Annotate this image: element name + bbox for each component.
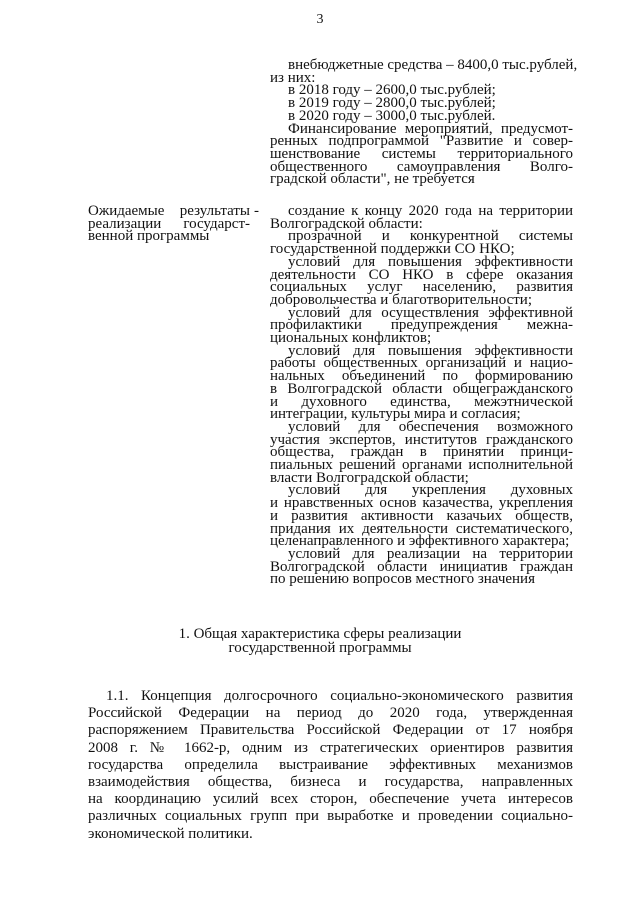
- expected-results-line: Волгоградской области инициатив граждан: [270, 558, 573, 575]
- expected-results-line: условий для повышения эффективности: [288, 253, 573, 270]
- expected-results-line: добровольчества и благотворительности;: [270, 291, 532, 308]
- section-body-line: различных социальных групп при выработке и проведении социально-: [88, 808, 573, 825]
- expected-results-line: нальных объединений по формированию: [270, 368, 573, 385]
- expected-results-line: целенаправленного и эффективного характера;: [270, 533, 570, 550]
- expected-results-line: в Волгоградской области общегражданского: [270, 380, 573, 397]
- expected-results-line: Волгоградской области:: [270, 215, 423, 232]
- expected-results-line: и нравственных основ казачества, укрепления: [270, 495, 573, 512]
- expected-results-line: циональных конфликтов;: [270, 330, 432, 347]
- section-body-line: государства определила выстраивание эффективных механизмов: [88, 756, 573, 773]
- expected-results-line: социальных услуг населению, развития: [270, 279, 573, 296]
- expected-results-line: и духовного единства, межэтнической: [270, 393, 573, 410]
- section-body-line: Российской Федерации на период до 2020 года, утвержденная: [88, 705, 573, 722]
- label-line: Ожидаемые результаты: [88, 203, 250, 219]
- funding-line: общественного самоуправления Волго-: [270, 158, 573, 175]
- section-body-line: 2008 г. № 1662-р, одним из стратегических ориентиров развития: [88, 739, 573, 756]
- expected-results-line: условий для обеспечения возможного: [288, 418, 573, 435]
- section-body-line: экономической политики.: [88, 825, 253, 842]
- funding-line: в 2020 году – 3000,0 тыс.рублей.: [288, 107, 496, 124]
- funding-line: в 2019 году – 2800,0 тыс.рублей;: [288, 95, 496, 112]
- section-body-line: 1.1. Концепция долгосрочного социально-экономического развития: [106, 688, 573, 704]
- expected-results-line: и развития активности казачьих обществ,: [270, 507, 573, 524]
- funding-line: внебюджетные средства – 8400,0 тыс.рублей,: [288, 57, 578, 73]
- expected-results-line: профилактики предупреждения межна-: [270, 317, 573, 334]
- expected-results-line: по решению вопросов местного значения: [270, 571, 535, 588]
- funding-line: ренных подпрограммой "Развитие и совер-: [270, 133, 573, 150]
- funding-line: в 2018 году – 2600,0 тыс.рублей;: [288, 82, 496, 99]
- section-body-text: [88, 688, 573, 843]
- funding-line: из них:: [270, 69, 316, 86]
- expected-results-line: интеграции, культуры мира и согласия;: [270, 406, 521, 423]
- expected-results-line: участия экспертов, институтов гражданского: [270, 431, 573, 448]
- page-number: 3: [316, 12, 324, 27]
- section-heading-line: государственной программы: [228, 640, 412, 656]
- expected-results-line: деятельности СО НКО в сфере оказания: [270, 266, 573, 283]
- expected-results-line: условий для осуществления эффективной: [288, 304, 573, 321]
- section-body-line: распоряжением Правительства Российской Федерации от 17 ноября: [88, 722, 573, 739]
- section-heading: [0, 627, 640, 655]
- funding-line: градской области", не требуется: [270, 171, 475, 188]
- section-heading-line: 1. Общая характеристика сферы реализации: [178, 626, 462, 642]
- expected-results-line: пиальных решений органами исполнительной: [270, 457, 573, 474]
- label-line: венной программы: [88, 228, 210, 245]
- expected-results-line: условий для повышения эффективности: [288, 342, 573, 359]
- funding-line: шенствование системы территориального: [270, 145, 573, 162]
- expected-results-line: прозрачной и конкурентной системы: [288, 228, 573, 245]
- label-dash: -: [254, 203, 259, 219]
- expected-results-line: придания их деятельности систематического,: [270, 520, 573, 537]
- section-body-line: на координацию усилий всех сторон, обеспечение учета интересов: [88, 791, 573, 808]
- expected-results-line: власти Волгоградской области;: [270, 469, 469, 486]
- expected-results-label: [88, 205, 250, 243]
- expected-results-line: условий для реализации на территории: [288, 545, 573, 562]
- expected-results-line: создание к концу 2020 года на территории: [288, 203, 573, 219]
- label-line: реализации государст-: [88, 215, 250, 232]
- section-body-line: взаимодействия общества, бизнеса и государства, направленных: [88, 774, 573, 791]
- expected-results-line: работы общественных организаций и нацио-: [270, 355, 573, 372]
- funding-line: Финансирование мероприятий, предусмот-: [288, 120, 573, 137]
- expected-results-line: государственной поддержки СО НКО;: [270, 241, 515, 258]
- expected-results-line: общества, граждан в принятии принци-: [270, 444, 573, 461]
- funding-text: [270, 57, 578, 188]
- expected-results-text: [270, 205, 573, 586]
- expected-results-line: условий для укрепления духовных: [288, 482, 573, 499]
